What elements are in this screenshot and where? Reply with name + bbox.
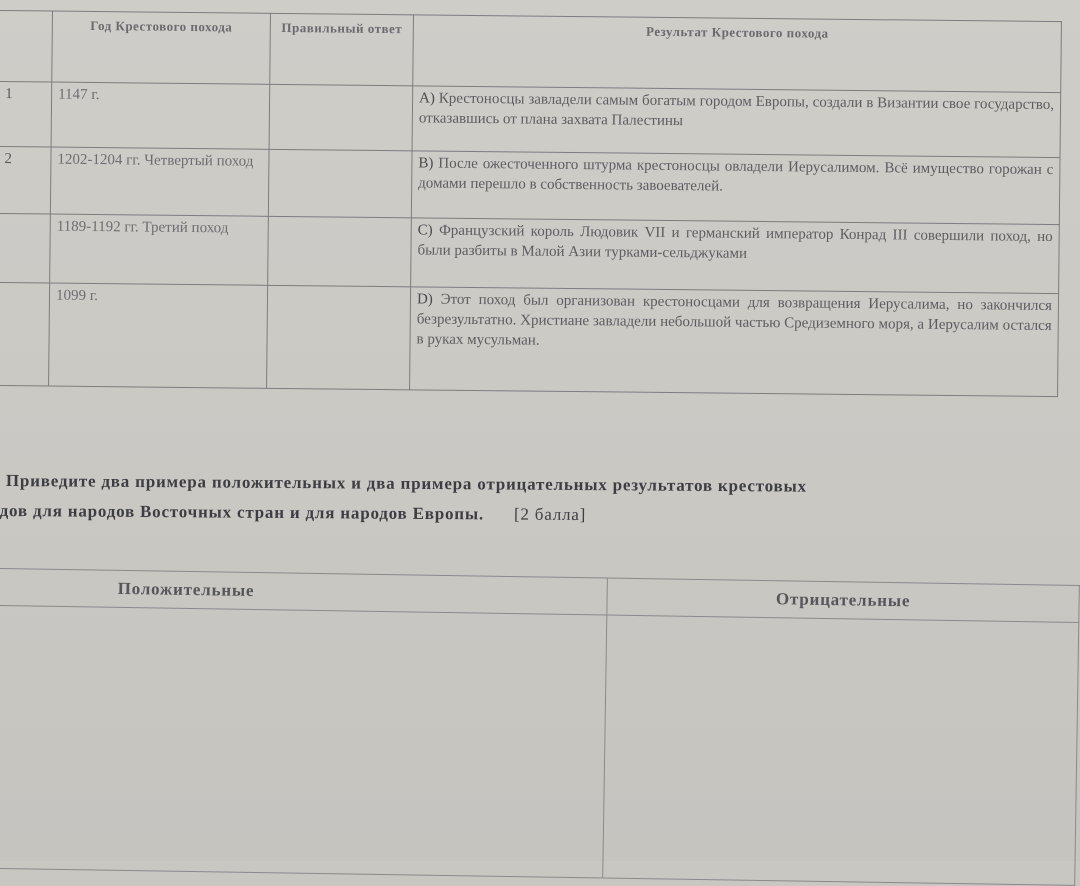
result-label: B) — [418, 155, 434, 172]
table-header-row — [0, 10, 1061, 92]
header-year: Год Крестового похода — [52, 11, 271, 84]
crusade-year: 1147 г. — [51, 82, 270, 149]
header-num-cell — [0, 10, 52, 82]
task-instruction — [0, 466, 1080, 534]
result-label: A) — [419, 90, 436, 107]
answer-table-row — [0, 605, 1079, 885]
header-negative: Отрицательные — [607, 578, 1080, 622]
crusade-result — [410, 287, 1059, 397]
task-line-1: Приведите два примера положительных и два примера отрицательных результатов крестовых — [5, 471, 807, 496]
result-text: После ожесточенного штурма крестоносцы овладели Иерусалимом. Всё имущество горожан с домами перешло в собственность завоевателей. — [418, 155, 1054, 195]
negative-answer-cell[interactable] — [603, 615, 1079, 885]
table-row — [0, 282, 1059, 396]
result-label: C) — [417, 222, 433, 239]
answer-cell[interactable] — [269, 84, 413, 150]
crusade-result — [411, 218, 1060, 294]
result-label: D) — [416, 291, 433, 308]
row-number: 1 — [0, 81, 52, 147]
crusade-year: 1099 г. — [49, 283, 268, 388]
header-result: Результат Крестового похода — [413, 15, 1062, 93]
crusade-result — [412, 86, 1061, 158]
answer-cell[interactable] — [268, 149, 412, 217]
table-row — [0, 146, 1060, 224]
answer-cell[interactable] — [268, 216, 412, 286]
row-number: 2 — [0, 146, 51, 214]
crusades-matching-table — [0, 10, 1062, 397]
task-line-2-text: дов для народов Восточных стран и для народов Европы. — [0, 500, 485, 524]
crusade-year: 1189-1192 гг. Третий поход — [50, 214, 269, 285]
header-positive: Положительные — [0, 568, 607, 615]
results-answer-table — [0, 568, 1080, 886]
result-text: Французский король Людовик VII и германский император Конрад III совершили поход, но были разбиты в Малой Азии турками-сельджуками — [417, 222, 1053, 262]
crusade-result — [411, 151, 1060, 225]
result-text: Крестоносцы завладели самым богатым городом Европы, создали в Византии свое государство, отказавшись от плана захвата Палестины — [418, 90, 1055, 130]
row-number — [0, 282, 50, 386]
result-text: Этот поход был организован крестоносцами для возвращения Иерусалима, но закончился безрезультатно. Христиане завладели небольшой частью Средиземного моря, а Иерусалим остался в руках мусульман. — [416, 291, 1053, 349]
header-answer: Правильный ответ — [270, 13, 414, 85]
row-number — [0, 213, 50, 283]
task-points: [2 балла] — [513, 504, 587, 525]
answer-cell[interactable] — [267, 285, 411, 389]
table-row — [0, 81, 1061, 157]
crusade-year: 1202-1204 гг. Четвертый поход — [50, 147, 269, 216]
task-line-2 — [0, 496, 1080, 534]
table-row — [0, 213, 1059, 293]
positive-answer-cell[interactable] — [0, 605, 607, 878]
